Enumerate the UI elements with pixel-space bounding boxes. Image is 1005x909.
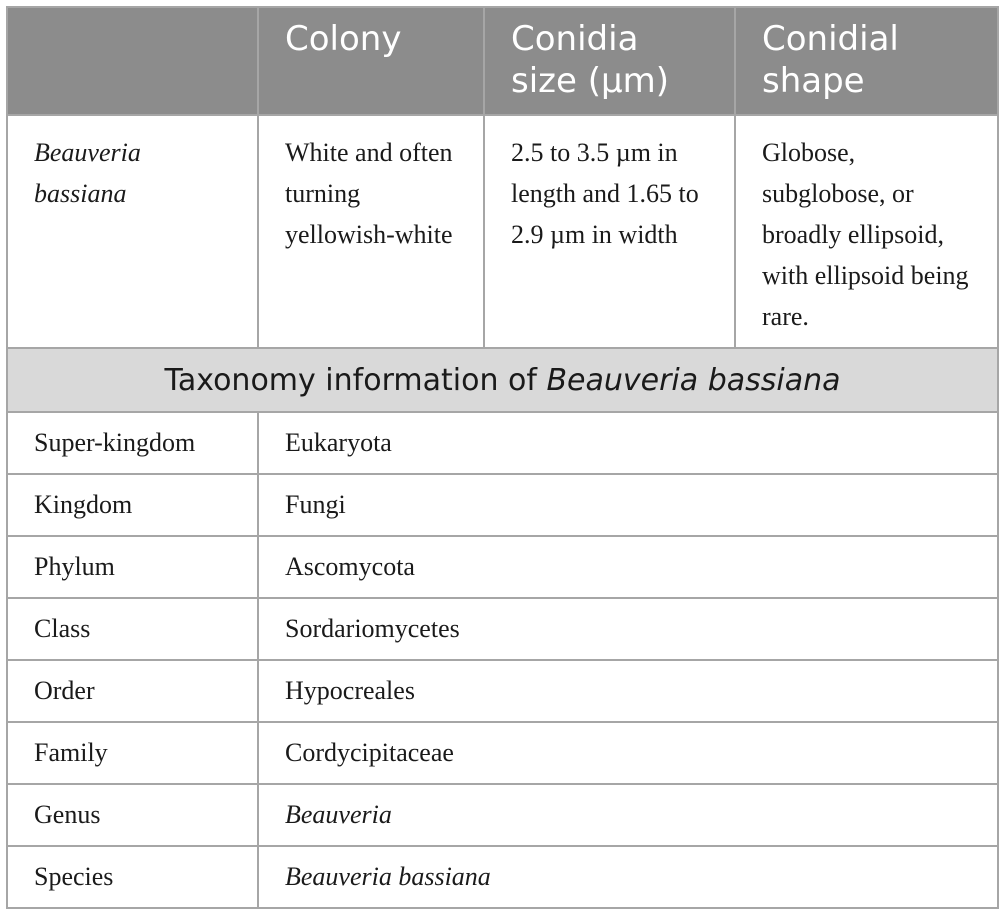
taxonomy-value: Eukaryota bbox=[258, 412, 998, 474]
taxonomy-rank: Family bbox=[7, 722, 258, 784]
taxonomy-rank: Species bbox=[7, 846, 258, 908]
description-row bbox=[7, 115, 998, 348]
taxonomy-rank: Genus bbox=[7, 784, 258, 846]
taxonomy-section-title bbox=[7, 348, 998, 412]
taxonomy-section-header-row bbox=[7, 348, 998, 412]
taxonomy-row bbox=[7, 536, 998, 598]
table-header-row bbox=[7, 7, 998, 115]
taxonomy-row bbox=[7, 474, 998, 536]
species-name-cell: Beauveria bassiana bbox=[7, 115, 258, 348]
taxonomy-title-species: Beauveria bassiana bbox=[546, 362, 841, 398]
species-info-table bbox=[6, 6, 999, 909]
taxonomy-value: Sordariomycetes bbox=[258, 598, 998, 660]
header-cell-conidia-size: Conidia size (µm) bbox=[484, 7, 735, 115]
taxonomy-rank: Order bbox=[7, 660, 258, 722]
header-cell-colony: Colony bbox=[258, 7, 484, 115]
taxonomy-value: Beauveria bassiana bbox=[258, 846, 998, 908]
taxonomy-row bbox=[7, 412, 998, 474]
taxonomy-rank: Class bbox=[7, 598, 258, 660]
taxonomy-rank: Phylum bbox=[7, 536, 258, 598]
taxonomy-title-prefix: Taxonomy information of bbox=[164, 362, 547, 398]
conidial-shape-cell: Globose, subglobose, or broadly ellipsoid, with ellipsoid being rare. bbox=[735, 115, 998, 348]
taxonomy-row bbox=[7, 784, 998, 846]
taxonomy-row bbox=[7, 846, 998, 908]
taxonomy-value: Ascomycota bbox=[258, 536, 998, 598]
taxonomy-value: Hypocreales bbox=[258, 660, 998, 722]
taxonomy-row bbox=[7, 598, 998, 660]
taxonomy-value: Beauveria bbox=[258, 784, 998, 846]
species-info-table-container bbox=[6, 6, 997, 909]
taxonomy-row bbox=[7, 660, 998, 722]
taxonomy-value: Cordycipitaceae bbox=[258, 722, 998, 784]
taxonomy-row bbox=[7, 722, 998, 784]
conidia-size-cell: 2.5 to 3.5 µm in length and 1.65 to 2.9 µm in width bbox=[484, 115, 735, 348]
taxonomy-rank: Kingdom bbox=[7, 474, 258, 536]
taxonomy-value: Fungi bbox=[258, 474, 998, 536]
colony-cell: White and often turning yellowish-white bbox=[258, 115, 484, 348]
header-cell-empty bbox=[7, 7, 258, 115]
taxonomy-rank: Super-kingdom bbox=[7, 412, 258, 474]
header-cell-conidial-shape: Conidial shape bbox=[735, 7, 998, 115]
